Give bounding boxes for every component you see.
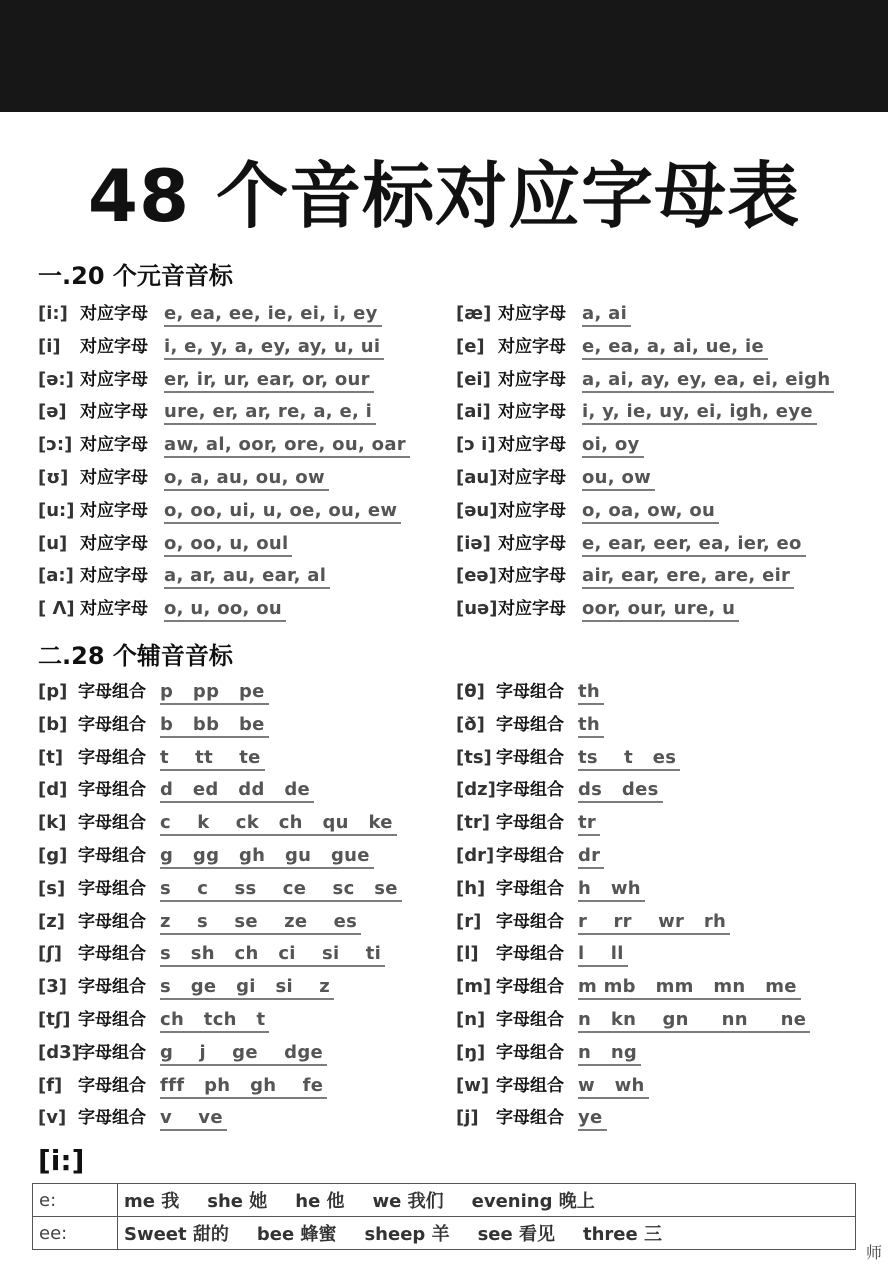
row-label: 对应字母 [498,304,566,324]
row-label: 字母组合 [496,1075,564,1096]
letter-combinations: g gg gh gu gue [160,845,374,869]
vowel-row [456,594,739,624]
consonant-row [456,1038,641,1068]
phonetic-symbol: [ɔ:] [38,434,73,456]
phonetic-symbol: [a:] [38,565,74,587]
row-label: 对应字母 [498,533,566,554]
row-label: 对应字母 [80,533,148,554]
phonetic-symbol: [u:] [38,499,75,521]
row-label: 字母组合 [78,911,146,932]
row-label: 对应字母 [80,500,148,521]
row-label: 字母组合 [496,1010,564,1030]
phonetic-symbol: [w] [456,1074,490,1096]
phonetic-symbol: [ai] [456,401,491,423]
example-word: three 三 [582,1224,662,1245]
letter-combinations: fff ph gh fe [160,1075,327,1099]
phonetic-symbol: [ei] [456,368,491,390]
row-label: 字母组合 [78,780,146,801]
consonant-row [38,907,361,937]
letter-combinations: p pp pe [160,681,269,705]
row-label: 字母组合 [496,911,564,932]
phonetic-symbol: [3] [38,976,67,998]
letter-combinations: ts t es [578,747,680,771]
phonetic-symbol: [ɔ i] [456,434,496,456]
letter-combinations: s c ss ce sc se [160,878,402,902]
consonant-row [456,907,730,937]
phonetic-symbol: [æ] [456,303,492,324]
example-word: me 我 [124,1191,180,1212]
row-label: 对应字母 [498,468,566,488]
consonant-row [456,710,604,740]
row-label: 字母组合 [496,813,564,834]
phonetic-symbol: [g] [38,845,68,866]
row-label: 字母组合 [496,714,564,735]
letter-combinations: n kn gn nn ne [578,1009,810,1033]
consonant-row [38,775,314,805]
phonetic-symbol: [t] [38,746,64,768]
row-label: 字母组合 [496,1108,564,1129]
letter-combinations: oor, our, ure, u [582,598,739,622]
consonant-row [38,743,265,773]
consonant-row [38,1038,327,1068]
consonant-row [38,710,269,740]
phonetic-symbol: [z] [38,910,65,932]
phonetic-symbol: [dz] [456,779,496,801]
letter-combinations: ye [578,1107,607,1131]
phonetic-symbol: [tr] [456,812,490,834]
consonant-row [38,1071,327,1101]
row-label: 字母组合 [78,747,146,768]
consonant-row [38,874,402,904]
row-label: 对应字母 [80,402,148,423]
row-label: 字母组合 [496,1042,564,1063]
row-label: 对应字母 [498,435,566,456]
letter-combinations: z s se ze es [160,911,361,935]
consonant-row [38,841,374,871]
phonetic-symbol: [u] [38,532,68,554]
phonetic-symbol: [e] [456,335,485,357]
letter-combinations: i, e, y, a, ey, ay, u, ui [164,336,384,360]
phonetic-symbol: [ts] [456,746,492,768]
letter-combinations: th [578,714,604,738]
letter-combinations: o, oo, u, oul [164,533,292,557]
phonetic-symbol: [l] [456,943,479,965]
phonetic-symbol: [eə] [456,565,497,587]
letter-combinations: d ed dd de [160,779,314,803]
vowel-row [456,430,644,460]
letter-combinations: dr [578,845,604,869]
row-label: 字母组合 [78,1042,146,1063]
row-label: 字母组合 [496,780,564,801]
example-key: ee: [33,1217,118,1250]
letter-combinations: aw, al, oor, ore, ou, oar [164,434,410,458]
row-label: 字母组合 [496,944,564,965]
row-label: 对应字母 [498,369,566,390]
letter-combinations: s ge gi si z [160,976,334,1000]
vowel-row [38,299,382,329]
consonant-row [38,808,397,838]
consonant-row [456,775,663,805]
vowel-row [456,397,817,427]
letter-combinations: s sh ch ci si ti [160,943,385,967]
vowel-row [38,463,329,493]
vowel-row [38,397,376,427]
row-label: 字母组合 [496,682,564,702]
consonant-row [456,841,604,871]
letter-combinations: e, ear, eer, ea, ier, eo [582,533,806,557]
phonetic-symbol: [d] [38,779,68,801]
vowel-row [456,561,794,591]
letter-combinations: r rr wr rh [578,911,730,935]
row-label: 字母组合 [496,878,564,899]
letter-combinations: a, ar, au, ear, al [164,565,330,589]
consonant-row [38,939,385,969]
consonant-row [456,874,645,904]
consonant-section-heading: 二.28 个辅音音标 [38,642,233,670]
consonant-row [456,743,680,773]
letter-combinations: c k ck ch qu ke [160,812,397,836]
row-label: 字母组合 [78,1108,146,1129]
phonetic-symbol: [j] [456,1107,479,1129]
example-word: evening 晚上 [471,1191,595,1212]
letter-combinations: o, oa, ow, ou [582,500,719,524]
vowel-row [456,496,719,526]
phonetic-symbol: [i] [38,335,61,357]
letter-combinations: g j ge dge [160,1042,327,1066]
consonant-row [456,972,801,1002]
phonetic-symbol: [ʃ] [38,943,62,965]
phonetic-symbol: [s] [38,877,66,899]
phonetic-symbol: [tʃ] [38,1009,71,1030]
vowel-row [38,594,286,624]
letter-combinations: m mb mm mn me [578,976,801,1000]
phonetic-symbol: [ Λ] [38,598,75,620]
consonant-row [38,1005,269,1035]
consonant-row [456,939,628,969]
row-label: 对应字母 [498,566,566,587]
example-word: she 她 [207,1191,268,1212]
letter-combinations: ds des [578,779,663,803]
row-label: 对应字母 [80,304,148,324]
letter-combinations: i, y, ie, uy, ei, igh, eye [582,401,817,425]
example-word: sheep 羊 [364,1224,450,1245]
row-label: 对应字母 [80,336,148,357]
row-label: 对应字母 [80,566,148,587]
letter-combinations: ure, er, ar, re, a, e, i [164,401,376,425]
phonetic-symbol: [n] [456,1009,486,1030]
row-label: 对应字母 [80,468,148,488]
row-label: 对应字母 [498,402,566,423]
example-key: e: [33,1184,118,1217]
row-label: 字母组合 [78,682,146,702]
letter-combinations: a, ai, ay, ey, ea, ei, eigh [582,369,834,393]
example-row [33,1217,856,1250]
example-words [118,1217,856,1250]
row-label: 字母组合 [78,1075,146,1096]
phonetic-symbol: [au] [456,467,498,488]
row-label: 字母组合 [78,813,146,834]
consonant-row [456,677,604,707]
row-label: 字母组合 [78,977,146,998]
example-table [32,1183,856,1250]
example-word: bee 蜂蜜 [256,1224,337,1245]
row-label: 字母组合 [78,714,146,735]
phonetic-symbol: [m] [456,976,492,998]
phonetic-symbol: [dr] [456,845,495,866]
phonetic-symbol: [r] [456,910,482,932]
row-label: 字母组合 [78,1010,146,1030]
vowel-row [456,529,806,559]
example-word: we 我们 [372,1191,444,1212]
row-label: 对应字母 [498,336,566,357]
row-label: 字母组合 [496,747,564,768]
letter-combinations: air, ear, ere, are, eir [582,565,794,589]
letter-combinations: w wh [578,1075,649,1099]
row-label: 字母组合 [496,846,564,866]
vowel-row [38,496,401,526]
row-label: 对应字母 [80,435,148,456]
consonant-row [456,1005,810,1035]
example-word: see 看见 [477,1224,555,1245]
phonetic-symbol: [v] [38,1107,67,1129]
row-label: 对应字母 [498,500,566,521]
phonetic-symbol: [ə:] [38,368,74,390]
phonetic-symbol: [uə] [456,598,498,620]
phonetic-symbol: [θ] [456,681,485,702]
letter-combinations: ch tch t [160,1009,269,1033]
phonetic-symbol: [f] [38,1074,63,1096]
vowel-row [38,561,330,591]
letter-combinations: oi, oy [582,434,644,458]
row-label: 字母组合 [78,846,146,866]
row-label: 字母组合 [496,977,564,998]
page-title: 48 个音标对应字母表 [87,154,801,238]
phonetic-symbol: [h] [456,877,486,899]
row-label: 对应字母 [80,599,148,620]
phonetic-symbol: [b] [38,713,68,735]
example-word: he 他 [295,1191,345,1212]
vowel-row [456,299,631,329]
consonant-row [456,1071,649,1101]
letter-combinations: v ve [160,1107,227,1131]
vowel-row [456,463,655,493]
letter-combinations: l ll [578,943,628,967]
consonant-row [38,677,269,707]
example-words [118,1184,856,1217]
letter-combinations: t tt te [160,747,265,771]
consonant-row [456,808,600,838]
letter-combinations: tr [578,812,600,836]
phonetic-symbol: [ð] [456,713,485,735]
phonetic-symbol: [əu] [456,499,498,521]
phonetic-symbol: [iə] [456,532,491,554]
consonant-row [38,972,334,1002]
letter-combinations: o, u, oo, ou [164,598,286,622]
row-label: 字母组合 [78,944,146,965]
letter-combinations: h wh [578,878,645,902]
phonetic-symbol: [k] [38,812,67,834]
vowel-row [38,365,374,395]
vowel-row [456,365,834,395]
consonant-row [456,1103,607,1133]
row-label: 对应字母 [498,599,566,620]
vowel-row [38,529,292,559]
consonant-row [38,1103,227,1133]
phonetic-symbol: [ŋ] [456,1041,486,1063]
vowel-row [38,430,410,460]
corner-mark: 师 [865,1243,882,1262]
phonetic-symbol: [ə] [38,401,67,423]
phonetic-symbol: [p] [38,681,68,702]
letter-combinations: a, ai [582,303,631,327]
row-label: 对应字母 [80,369,148,390]
vowel-row [456,332,768,362]
letter-combinations: ou, ow [582,467,655,491]
letter-combinations: e, ea, a, ai, ue, ie [582,336,768,360]
example-symbol: [i:] [38,1144,85,1177]
phonetic-symbol: [ʊ] [38,467,69,488]
vowel-row [38,332,384,362]
top-dark-bar [0,0,888,112]
letter-combinations: th [578,681,604,705]
letter-combinations: b bb be [160,714,269,738]
letter-combinations: n ng [578,1042,641,1066]
phonetic-symbol: [i:] [38,303,68,324]
vowel-section-heading: 一.20 个元音音标 [38,262,233,290]
example-row [33,1184,856,1217]
letter-combinations: o, a, au, ou, ow [164,467,329,491]
letter-combinations: e, ea, ee, ie, ei, i, ey [164,303,382,327]
row-label: 字母组合 [78,878,146,899]
letter-combinations: er, ir, ur, ear, or, our [164,369,374,393]
phonetic-symbol: [d3] [38,1041,80,1063]
example-word: Sweet 甜的 [124,1224,229,1245]
letter-combinations: o, oo, ui, u, oe, ou, ew [164,500,401,524]
